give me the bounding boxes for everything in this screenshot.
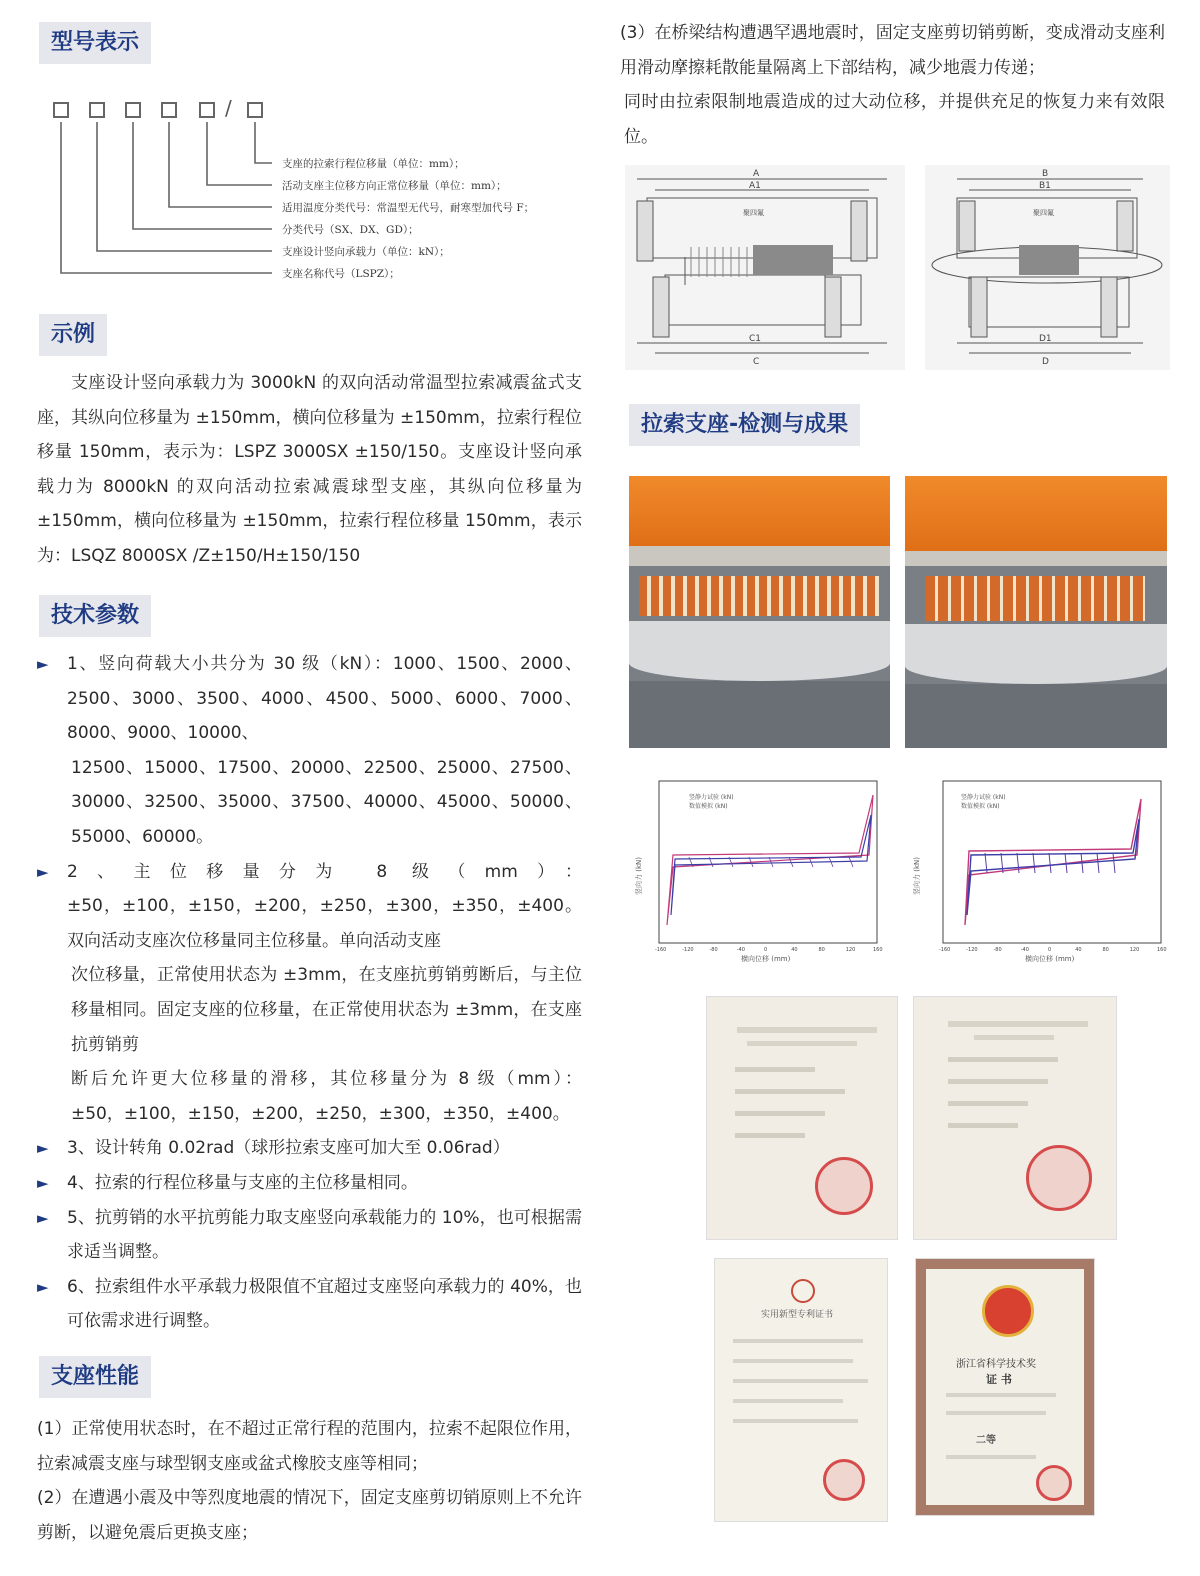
dim-B1: B1: [1039, 181, 1051, 191]
patent-certificate: [714, 1258, 888, 1522]
chart-right-xlabel: 横向位移 (mm): [1025, 955, 1075, 963]
example-text: 支座设计竖向承载力为 3000kN 的双向活动常温型拉索减震盆式支座，其纵向位移量为 ±150mm，横向位移量为 ±150mm，拉索行程位移量 150mm，表示为：LSPZ 3000SX ±150/150。支座设计竖向承载力为 8000kN 的双向活动拉索减震球型支座，其纵向位移量为 ±150mm，横向位移量为 ±150mm，拉索行程位移量 150mm，表示为：LSQZ 8000SX /Z±150/H±150/150: [37, 373, 582, 566]
red-seal-icon: [815, 1157, 873, 1215]
x-tick-label: -40: [736, 947, 745, 953]
dim-C1: C1: [749, 334, 762, 344]
award-title: 浙江省科学技术奖: [956, 1359, 1036, 1370]
perf-continued: [620, 16, 1165, 154]
x-tick-label: -80: [709, 947, 718, 953]
param-item-1-cont: 12500、15000、17500、20000、22500、25000、27500、30000、32500、35000、37500、40000、45000、50000、55000、60000。: [71, 757, 582, 847]
test-photo-right: [905, 476, 1167, 748]
bearing-drawing-right: [925, 165, 1170, 370]
award-subtitle: 证 书: [986, 1373, 1012, 1386]
dim-D1: D1: [1039, 334, 1052, 344]
section-params-heading: [39, 595, 151, 637]
x-tick-label: -160: [655, 947, 667, 953]
red-seal-icon: [823, 1459, 865, 1501]
example-paragraph: [37, 366, 582, 574]
dim-D: D: [1042, 357, 1049, 367]
x-tick-label: 0: [1048, 947, 1052, 953]
section-test-title: 拉索支座-检测与成果: [641, 412, 849, 437]
dim-A1: A1: [749, 181, 761, 191]
hysteresis-chart-right: [905, 775, 1167, 965]
arrow-bullet-icon: ►: [37, 1173, 49, 1192]
chart-left-ylabel: 竖向力 (kN): [635, 857, 643, 895]
params-list: [37, 647, 582, 1339]
x-tick-label: 80: [1102, 947, 1109, 953]
legend-row-2: 活动支座主位移方向正常位移量（单位：mm）；: [282, 180, 507, 192]
x-tick-label: -80: [993, 947, 1002, 953]
perf-list: [37, 1412, 582, 1550]
legend-row-6: 支座名称代号（LSPZ）；: [282, 268, 400, 280]
ptfe-label-left: 聚四氟: [743, 209, 764, 217]
dim-A: A: [753, 169, 760, 179]
legend-row-5: 支座设计竖向承载力（单位：kN）；: [282, 246, 450, 258]
x-tick-label: -120: [966, 947, 978, 953]
perf-item-3: (3）在桥梁结构遭遇罕遇地震时，固定支座剪切销剪断，变成滑动支座利用滑动摩擦耗散能量隔离上下部结构，减少地震力传递；: [620, 23, 1165, 78]
section-params-title: 技术参数: [51, 603, 140, 628]
param-item-5: ► 5、抗剪销的水平抗剪能力取支座竖向承载能力的 10%，也可根据需求适当调整。: [37, 1201, 582, 1270]
arrow-bullet-icon: ►: [37, 862, 49, 881]
award-level: 二等: [976, 1435, 996, 1446]
hysteresis-chart-left: [629, 775, 891, 965]
red-seal-icon: [1036, 1465, 1072, 1501]
arrow-bullet-icon: ►: [37, 655, 49, 673]
national-emblem-icon: [982, 1285, 1034, 1337]
param-item-1: ► 1、竖向荷载大小共分为 30 级（kN）：1000、1500、2000、2500、3000、3500、4000、4500、5000、6000、7000、8000、9000、10000、: [37, 647, 582, 751]
arrow-bullet-icon: ►: [37, 1208, 49, 1227]
perf-item-2: (2）在遭遇小震及中等烈度地震的情况下，固定支座剪切销原则上不允许剪断，以避免震后更换支座；: [37, 1488, 582, 1543]
param-item-2: ► 2、主位移量分为 8 级（mm）：±50，±100，±150，±200，±250，±300，±350，±400。双向活动支座次位移量同主位移量。单向活动支座: [37, 855, 582, 959]
x-tick-label: 0: [764, 947, 768, 953]
ptfe-label-right: 聚四氟: [1033, 209, 1054, 217]
test-photo-left: [629, 476, 890, 748]
dim-C: C: [753, 357, 760, 367]
param-item-2-cont-b: 断后允许更大位移量的滑移，其位移量分为 8 级（mm）：±50，±100，±150，±200，±250，±300，±350，±400。: [71, 1069, 582, 1124]
x-tick-label: 80: [818, 947, 825, 953]
section-model-title: 型号表示: [51, 30, 140, 55]
x-tick-label: -120: [682, 947, 694, 953]
science-award-certificate: [915, 1258, 1095, 1516]
chart-right-legend-1: 竖静力试验 (kN): [961, 794, 1006, 801]
chart-right-legend-2: 数值模拟 (kN): [961, 803, 1000, 810]
x-tick-label: 40: [1075, 947, 1082, 953]
bearing-drawing-left: [625, 165, 905, 370]
section-perf-title: 支座性能: [51, 1364, 140, 1389]
section-test-heading: [629, 404, 860, 446]
x-tick-label: 120: [1129, 947, 1140, 953]
chart-left-legend-2: 数值模拟 (kN): [689, 803, 728, 810]
dim-B: B: [1042, 169, 1049, 179]
section-example-title: 示例: [51, 322, 96, 347]
patent-title: 实用新型专利证书: [761, 1310, 834, 1320]
code-slash: /: [225, 96, 232, 120]
legend-row-1: 支座的拉索行程位移量（单位：mm）；: [282, 158, 465, 170]
legend-row-3: 适用温度分类代号：常温型无代号，耐寒型加代号 F；: [282, 202, 535, 214]
param-item-4: ► 4、拉索的行程位移量与支座的主位移量相同。: [37, 1166, 582, 1201]
perf-item-3b: 同时由拉索限制地震造成的过大动位移，并提供充足的恢复力来有效限位。: [624, 92, 1165, 147]
section-example-heading: [39, 314, 107, 356]
param-item-2-cont-a: 次位移量，正常使用状态为 ±3mm，在支座抗剪销剪断后，与主位移量相同。固定支座的位移量，在正常使用状态为 ±3mm，在支座抗剪销剪: [71, 965, 582, 1055]
legend-row-4: 分类代号（SX、DX、GD）；: [282, 224, 419, 236]
certificate-2: [913, 996, 1117, 1240]
x-tick-label: 160: [1157, 947, 1167, 953]
arrow-bullet-icon: ►: [37, 1139, 49, 1158]
chart-left-legend-1: 竖静力试验 (kN): [689, 794, 734, 801]
x-tick-label: -160: [939, 947, 951, 953]
x-tick-label: 160: [873, 947, 883, 953]
red-seal-icon: [1026, 1145, 1092, 1211]
chart-left-xlabel: 横向位移 (mm): [741, 955, 791, 963]
section-perf-heading: [39, 1356, 151, 1398]
arrow-bullet-icon: ►: [37, 1277, 49, 1296]
x-tick-label: 40: [791, 947, 798, 953]
param-item-3: ► 3、设计转角 0.02rad（球形拉索支座可加大至 0.06rad）: [37, 1131, 582, 1166]
chart-right-ylabel: 竖向力 (kN): [913, 857, 921, 895]
certificate-1: [706, 996, 898, 1240]
patent-logo-icon: [791, 1279, 815, 1303]
x-tick-label: 120: [845, 947, 856, 953]
x-tick-label: -40: [1020, 947, 1029, 953]
perf-item-1: (1）正常使用状态时，在不超过正常行程的范围内，拉索不起限位作用，拉索减震支座与球型钢支座或盆式橡胶支座等相同；: [37, 1419, 582, 1474]
param-item-6: ► 6、拉索组件水平承载力极限值不宜超过支座竖向承载力的 40%，也可依需求进行调整。: [37, 1270, 582, 1339]
